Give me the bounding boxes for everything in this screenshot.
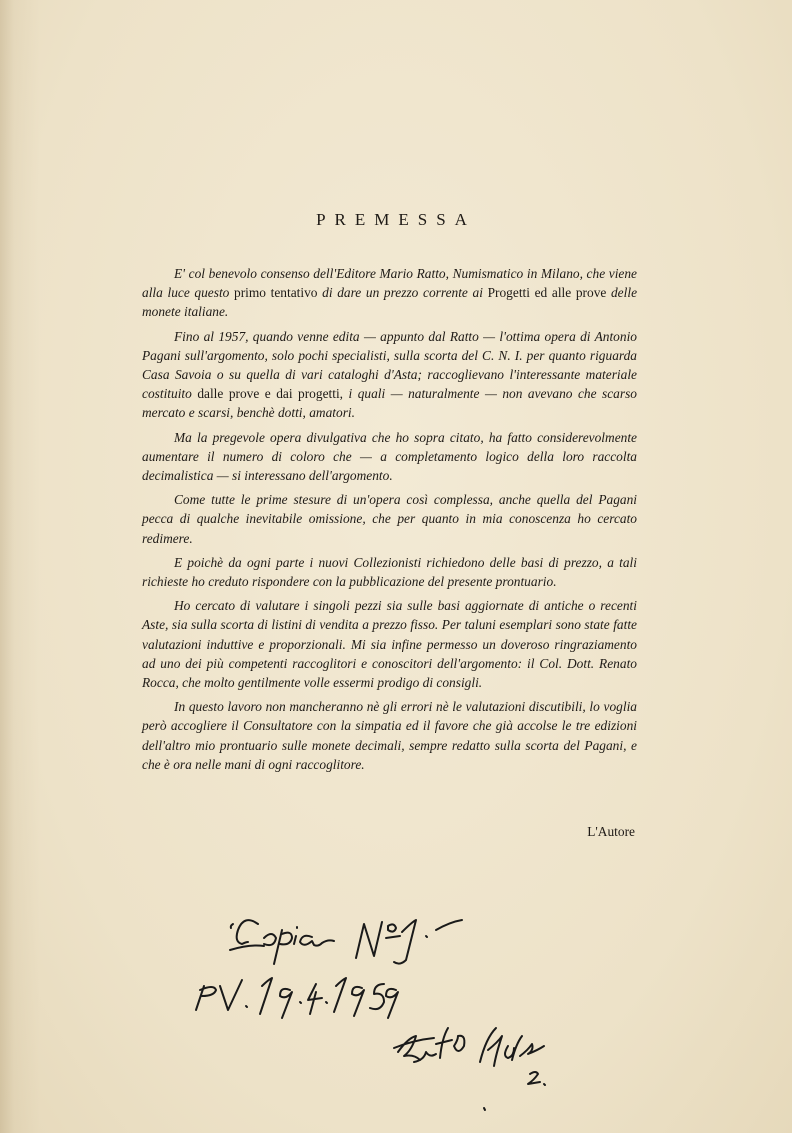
text-run: Come tutte le prime stesure di un'opera così complessa, anche quella del Pagani pecca di qualche inevitabile omissione, che per quanto in mia conoscenza ho cercato redimere.: [142, 492, 637, 546]
text-run: In questo lavoro non mancheranno nè gli errori nè le valutazioni discutibili, lo voglia però accogliere il Consultatore con la simpatia ed il favore che già accolse le tre edizioni dell'altro mio prontuario sulle monete decimali, sempre redatto sulla scorta del Pagani, e che è ora nelle mani di ogni raccoglitore.: [142, 699, 637, 772]
text-run: E poichè da ogni parte i nuovi Collezionisti richiedono delle basi di prezzo, a tali richieste ho creduto rispondere con la pubblicazione del presente prontuario.: [142, 554, 637, 590]
text-run: delle monete italiane.: [142, 285, 638, 320]
text-run: E' col benevolo consenso dell'Editore Mario Ratto, Numismatico in Milano, che viene alla luce questo: [142, 266, 637, 301]
page-title: PREMESSA: [316, 210, 476, 229]
text-run: Ho cercato di valutare i singoli pezzi sia sulle basi aggiornate di antiche o recenti Aste, sia sulla scorta di listini di vendita a prezzo fisso. Per taluni esemplari sono state fatte valutazioni induttive e proporzionali. Mi sia infine permesso un doveroso ringraziamento ad uno dei più competenti raccoglitori e conoscitori dell'argomento: il Col. Dott. Renato Rocca, che molto gentilmente volle essermi prodigo di consigli.: [142, 598, 637, 691]
text-run: ai: [472, 285, 488, 301]
text-run: i quali — naturalmente — non avevano che scarso mercato e scarsi, benchè dotti, amatori.: [142, 386, 637, 421]
text-run: Progetti ed alle prove: [487, 285, 611, 301]
text-run: primo tentativo: [234, 285, 323, 301]
text-run: di dare un prezzo corrente: [322, 285, 473, 301]
author-signoff: L'Autore: [587, 824, 635, 839]
text-run: Ma la pregevole opera divulgativa che ho sopra citato, ha fatto considerevolmente aumentare il numero di coloro che — a completamento logico della loro raccolta decimalistica — si interessano dell'argomento.: [142, 429, 637, 484]
text-run: Fino al 1957, quando venne edita — appunto dal Ratto — l'ottima opera di Antonio Pagani sull'argomento, solo pochi specialisti, sulla scorta del C. N. I. per quanto riguarda Casa Savoia o su quella di vari cataloghi d'Asta; raccoglievano l'interessante materiale costituito: [142, 328, 637, 402]
text-run: dalle prove e dai progetti,: [197, 386, 349, 402]
